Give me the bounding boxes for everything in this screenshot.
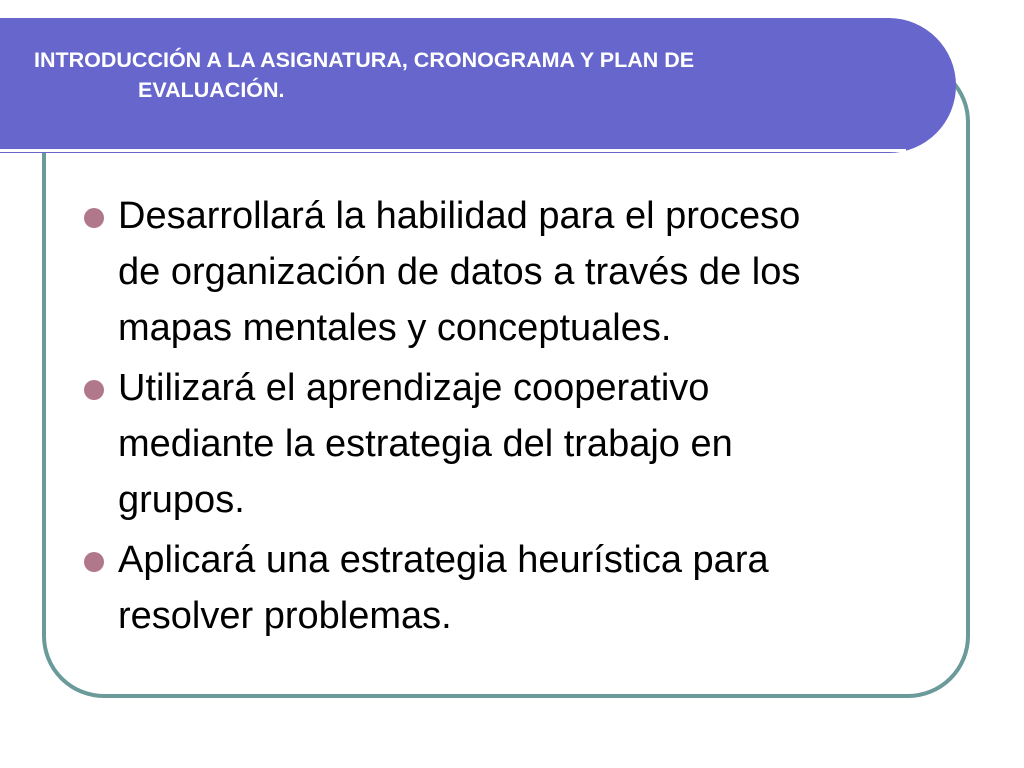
bullet-3-line-1: Aplicará una estrategia heurística para (118, 539, 769, 581)
bullet-2-line-3: grupos. (118, 479, 245, 521)
bullet-2-line-1: Utilizará el aprendizaje cooperativo (118, 367, 710, 409)
slide-title-line-2: EVALUACIÓN. (138, 78, 285, 102)
bullet-dot-icon (84, 552, 104, 572)
bullet-dot-icon (84, 208, 104, 228)
bullet-list (84, 188, 964, 648)
bullet-dot-icon (84, 380, 104, 400)
bullet-1-line-3: mapas mentales y conceptuales. (118, 307, 672, 349)
title-underline (0, 149, 906, 152)
bullet-2-line-2: mediante la estrategia del trabajo en (118, 423, 733, 465)
bullet-1-line-2: de organización de datos a través de los (118, 251, 801, 293)
slide-title (34, 45, 934, 105)
bullet-1-line-1: Desarrollará la habilidad para el proceso (118, 195, 801, 237)
bullet-item-1 (84, 188, 964, 356)
bullet-3-line-2: resolver problemas. (118, 595, 452, 637)
bullet-item-3 (84, 532, 964, 644)
slide-title-line-1: INTRODUCCIÓN A LA ASIGNATURA, CRONOGRAMA Y PLAN DE (34, 48, 695, 72)
bullet-item-2 (84, 360, 964, 528)
